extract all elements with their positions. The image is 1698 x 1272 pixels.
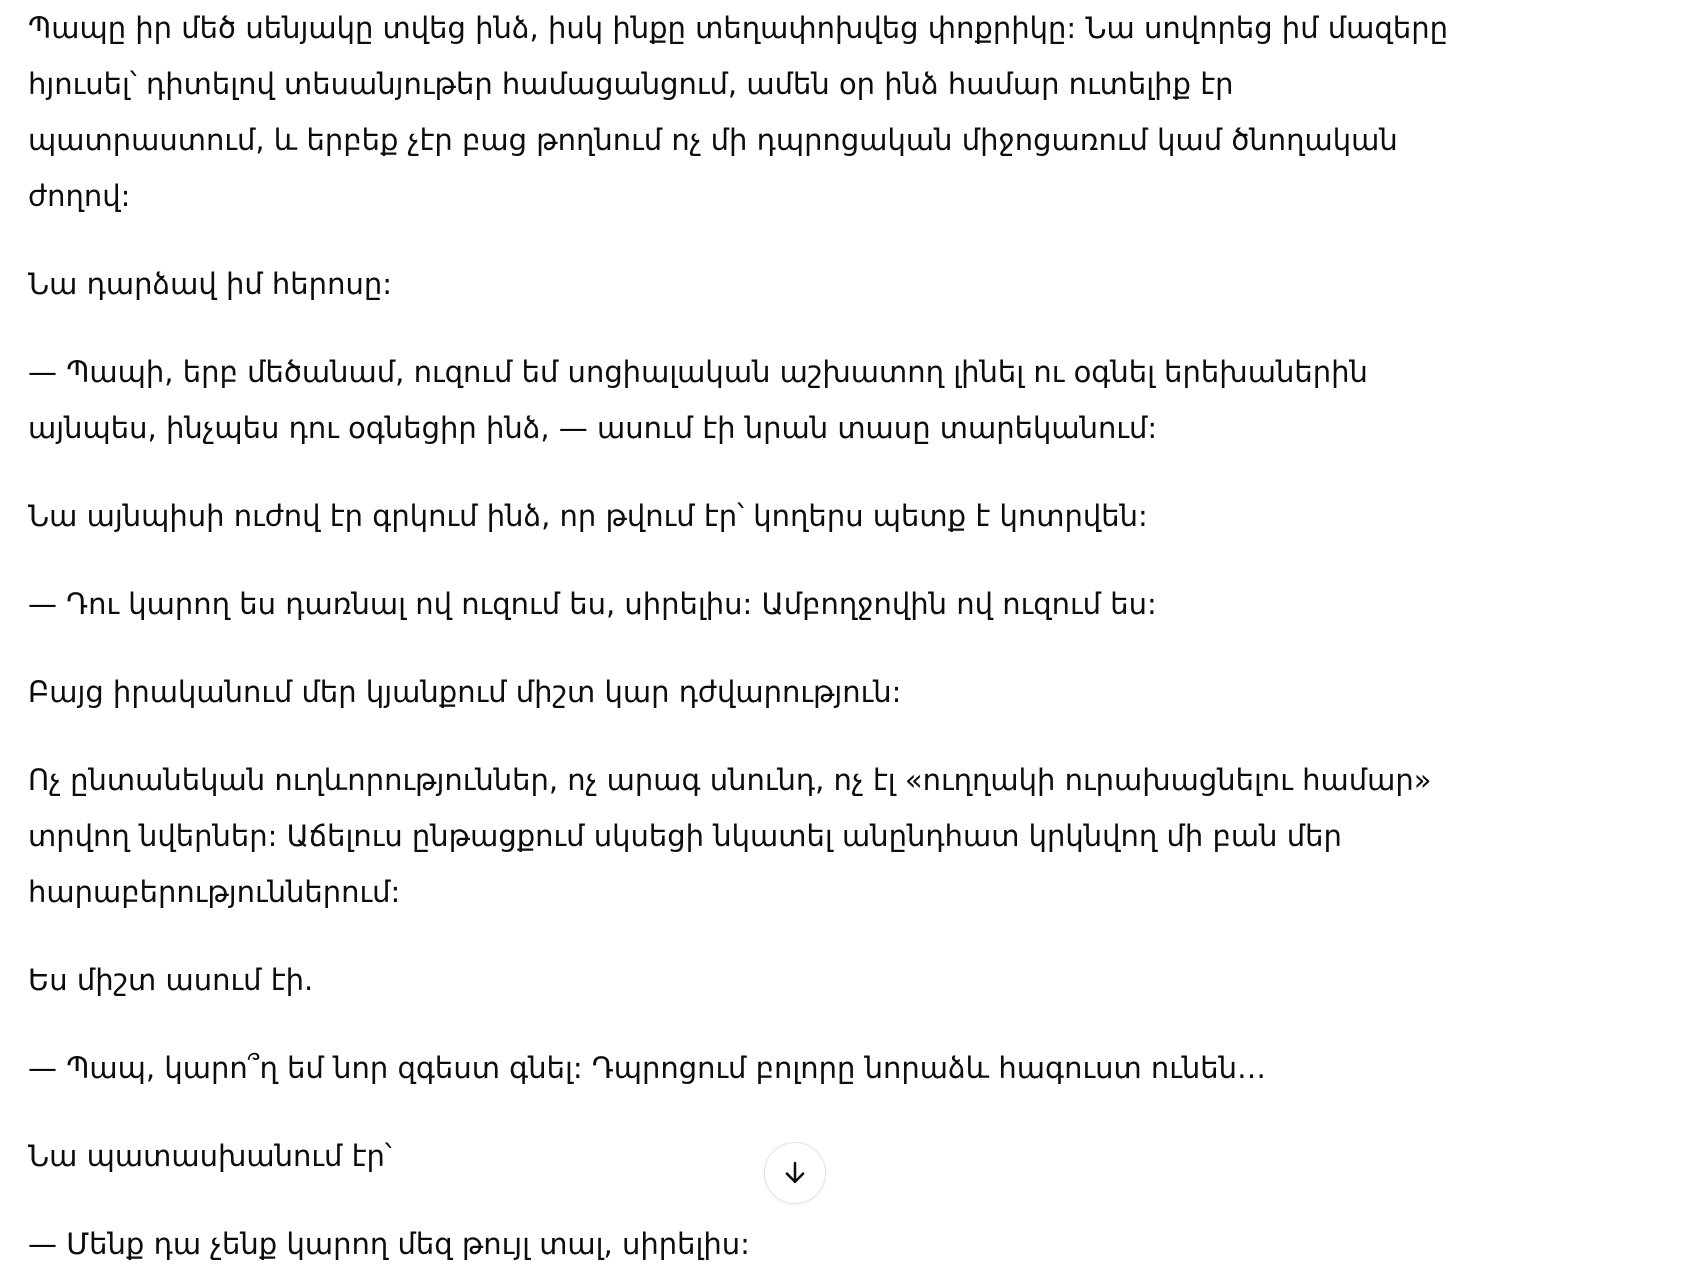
- paragraph: Պապը իր մեծ սենյակը տվեց ինձ, իսկ ինքը տեղափոխվեց փոքրիկը: Նա սովորեց իմ մազերը հյուսել՝ դիտելով տեսանյութեր համացանցում, ամեն օր ինձ համար ուտելիք էր պատրաստում, և երբեք չէր բաց թողնում ոչ մի դպրոցական միջոցառում կամ ծնողական ժողով:: [28, 11, 1448, 213]
- paragraph: Ոչ ընտանեկան ուղևորություններ, ոչ արագ սնունդ, ոչ էլ «ուղղակի ուրախացնելու համար» տրվող նվերներ: Աճելուս ընթացքում սկսեցի նկատել անընդհատ կրկնվող մի բան մեր հարաբերություններում:: [28, 763, 1432, 909]
- paragraph: Ես միշտ ասում էի.: [28, 963, 314, 997]
- paragraph: — Պապի, երբ մեծանամ, ուզում եմ սոցիալական աշխատող լինել ու օգնել երեխաներին այնպես, ինչպես դու օգնեցիր ինձ, — ասում էի նրան տասը տարեկանում:: [28, 355, 1368, 445]
- paragraph: — Դու կարող ես դառնալ ով ուզում ես, սիրելիս: Ամբողջովին ով ուզում ես:: [28, 587, 1157, 621]
- scroll-to-bottom-button[interactable]: [764, 1142, 826, 1204]
- paragraph: Նա այնպիսի ուժով էր գրկում ինձ, որ թվում էր՝ կողերս պետք է կոտրվեն:: [28, 499, 1148, 533]
- paragraph: — Պապ, կարո՞ղ եմ նոր զգեստ գնել: Դպրոցում բոլորը նորաձև հագուստ ունեն…: [28, 1051, 1267, 1085]
- arrow-down-icon: [780, 1158, 810, 1188]
- paragraph: Նա պատասխանում էր՝: [28, 1139, 392, 1173]
- document-content: [28, 0, 1668, 1272]
- paragraph: Նա դարձավ իմ հերոսը:: [28, 267, 392, 301]
- paragraph: Բայց իրականում մեր կյանքում միշտ կար դժվարություն:: [28, 675, 902, 709]
- paragraph: — Մենք դա չենք կարող մեզ թույլ տալ, սիրելիս:: [28, 1227, 750, 1261]
